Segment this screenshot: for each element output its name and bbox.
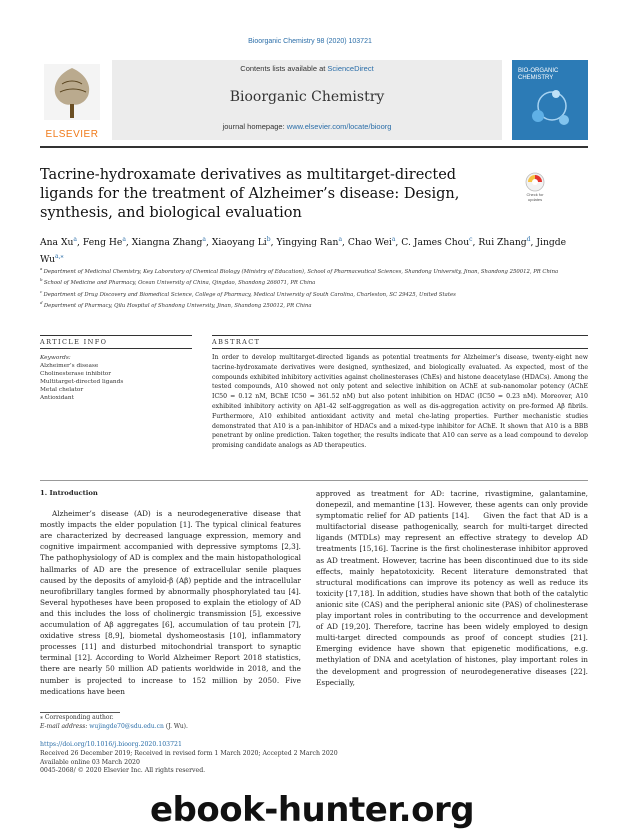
author-affiliation-mark: a	[338, 236, 343, 243]
email-suffix: (J. Wu).	[163, 722, 188, 730]
keyword: Metal chelator	[40, 387, 84, 393]
journal-info-box	[112, 60, 502, 140]
contents-prefix: Contents lists available at	[240, 64, 328, 73]
tree-logo-icon	[40, 60, 104, 124]
author-name[interactable]: Jingde Wu	[40, 237, 567, 266]
author-affiliation-mark: a	[391, 236, 396, 243]
author-list: Ana Xu$^a$, Feng He$^a$, Xiangna Zhang$^a$, Xiaoyang Li$^b$, Yingying Ran$^a$, Chao Wei$^a$, C. James Chou$^c$, Rui Zhang$^d$, Jingde $Wu^{a,⁎}$	[40, 236, 567, 266]
section-heading: 1. Introduction	[40, 489, 98, 497]
footnote	[40, 714, 340, 731]
affiliation-mark: c	[40, 288, 44, 294]
article-info-rule-2	[40, 348, 192, 349]
author-affiliation-mark: a	[122, 236, 126, 243]
received-dates: Received 26 December 2019; Received in revised form 1 March 2020; Accepted 2 March 2020	[40, 749, 338, 757]
keyword: Cholinesterase inhibitor	[40, 371, 112, 377]
abstract-text: In order to develop multitarget-directed ligands as potential treatments for Alzheimer’s disease, twenty-eight new tacrine-hydroxamate derivatives were designed, synthesized, and biologically evaluated. As expected, most of the compounds exhibited inhibitory activities against cholinesterases (ChEs) and histone deacetylase (HDACs). Among the tested compounds, A10 showed not only potent and selective inhibition on AChE at sub-nanomolar potency (AChE IC50 = 0.12 nM, BChE IC50 = 361.52 nM) but also potent inhibition on HDAC (IC50 = 0.23 nM). Moreover, A10 exhibited inhibitory activity on Aβ1-42 self-aggregation as well as dis-aggregation activity on pre-formed Aβ fibrils. Furthermore, A10 exhibited antioxidant activity and metal che-lating properties. Further mechanistic studies demonstrated that A10 is a pan-inhibitor of HDACs and a mixed-type inhibitor for AChE. It shown that A10 is a BBB penetrant by online prediction. Taken together, the results indicate that A10 can serve as a lead compound to develop promising candidate analogs as AD therapeutics.	[212, 354, 588, 450]
author-name[interactable]: Yingying Ran	[276, 237, 339, 249]
affiliation-mark: d	[40, 300, 44, 306]
online-date: Available online 03 March 2020	[40, 758, 140, 766]
header-rule	[40, 146, 588, 148]
journal-title: Bioorganic Chemistry	[229, 89, 385, 105]
copyright: 0045-2068/ © 2020 Elsevier Inc. All rights reserved.	[40, 767, 206, 775]
intro-paragraph-right: approved as treatment for AD: tacrine, rivastigmine, galantamine, donepezil, and memantine [13]. However, these agents can only provide symptomatic relief for AD patients [14]. Given the fact that AD is a multifactorial disease pathogenically, search for multi-target directed ligands (MTDLs) may represent an effective strategy to develop AD treatments [15,16]. Tacrine is the first cholinesterase inhibitor approved as AD treatment. However, tacrine has been discontinued due to its side effects, mainly hepatotoxicity. Recent literature demonstrated that structural modifications can improve its potency as well as reduce its toxicity [17,18]. In addition, studies have shown that both of the catalytic anionic site (CAS) and the peripheral anionic site (PAS) of cholinesterase play important roles in contributing to the occurrence and development of AD [19,20]. Therefore, tacrine has been widely employed to design multi-target directed compounds as proof of concept studies [21]. Emerging evidence have shown that epigenetic modifications, e.g. methylation of DNA and acetylation of histones, play important roles in the development and progression of neurodegenerative diseases [22]. Especially,	[316, 489, 588, 687]
email-line	[40, 723, 340, 732]
author-affiliation-mark: c	[469, 236, 473, 243]
author-name[interactable]: Xiangna Zhang	[131, 237, 203, 249]
author-affiliation-mark: a,⁎	[55, 253, 64, 261]
check-for-updates-icon	[520, 172, 550, 192]
doi-link[interactable]: https://doi.org/10.1016/j.bioorg.2020.103721	[40, 741, 182, 748]
journal-homepage	[112, 122, 502, 131]
author-name[interactable]: Chao Wei	[347, 237, 392, 249]
footnote-rule	[40, 712, 120, 713]
keyword: Antioxidant	[40, 395, 74, 401]
keywords-block	[40, 354, 190, 402]
molecule-icon	[512, 60, 588, 140]
abstract-label: ABSTRACT	[212, 338, 261, 346]
author-affiliation-mark: a	[202, 236, 206, 243]
affiliation-text: Department of Drug Discovery and Biomedical Science, College of Pharmacy, Medical University of South Carolina, Charleston, SC 29425, United States	[43, 291, 456, 298]
journal-reference[interactable]: Bioorganic Chemistry 98 (2020) 103721	[248, 38, 372, 45]
author-name[interactable]: C. James Chou	[401, 237, 470, 249]
author-affiliation-mark: b	[266, 236, 271, 243]
email-label: E-mail address:	[40, 722, 90, 730]
journal-cover[interactable]	[512, 60, 588, 140]
affiliation	[40, 276, 588, 287]
homepage-link[interactable]: www.elsevier.com/locate/bioorg	[286, 122, 392, 131]
homepage-prefix: journal homepage:	[222, 122, 287, 131]
journal-banner	[40, 60, 588, 140]
abstract-bottom-rule	[40, 480, 588, 481]
affiliation-text: Department of Medicinal Chemistry, Key Laboratory of Chemical Biology (Ministry of Education), School of Pharmaceutical Sciences, Shandong University, Jinan, Shandong 250012, PR China	[43, 268, 559, 275]
affiliation-mark: b	[40, 277, 44, 283]
publisher-name: ELSEVIER	[45, 129, 99, 140]
intro-paragraph-left: Alzheimer’s disease (AD) is a neurodegenerative disease that mostly impacts the elder population [1]. The typical clinical features are characterized by decreased language expression, memory and cognitive impairment accompanied with depressive symptoms [2,3]. The pathophysiology of AD is complex and the main histopathological hallmarks of AD are the presence of extracellular senile plaques caused by the deposits of amyloid-β (Aβ) peptide and the intracellular neurofibrillary tangles formed by abnormally phosphorylated tau [4]. Several hypotheses have been proposed to explain the etiology of AD and this includes the loss of cholinergic transmission [5], excessive accumulation of Aβ aggregates [6], accumulation of tau protein [7], oxidative stress [8,9], biometal dyshomeostasis [10], inflammatory processes [11] and disturbed mitochondrial transport to synaptic terminal [12]. According to World Alzheimer Report 2018 statistics, there are nearly 50 million AD patients worldwide in 2018, and the number is projected to increase to 152 million by 2050. Five medications have been	[40, 509, 301, 696]
article-info-rule	[40, 335, 192, 336]
author-name[interactable]: Feng He	[82, 237, 123, 249]
affiliation	[40, 299, 588, 310]
check-label: Check for updates	[526, 192, 544, 202]
article-info-label: ARTICLE INFO	[40, 338, 108, 346]
keyword-list	[40, 362, 190, 402]
watermark: ebook-hunter.org	[150, 790, 475, 830]
corresponding-note: ⁎ Corresponding author.	[40, 714, 114, 721]
affiliation	[40, 265, 588, 276]
article-title: Tacrine-hydroxamate derivatives as multitarget-directed ligands for the treatment of Alzheimer’s disease: Design, synthesis, and biological evaluation	[40, 167, 460, 221]
affiliation-text: School of Medicine and Pharmacy, Ocean University of China, Qingdao, Shandong 266071, PR China	[43, 280, 316, 287]
author-name[interactable]: Xiaoyang Li	[211, 237, 267, 249]
keywords-label: Keywords:	[40, 355, 71, 361]
email-link[interactable]: wujingde70@sdu.edu.cn	[89, 722, 164, 730]
author-affiliation-mark: a	[73, 236, 77, 243]
affiliation	[40, 288, 588, 299]
affiliations	[40, 265, 588, 310]
affiliation-text: Department of Pharmacy, Qilu Hospital of Shandong University, Jinan, Shandong 250012, PR China	[43, 302, 312, 309]
cover-title: BIO-ORGANIC CHEMISTRY	[518, 68, 559, 81]
author-affiliation-mark: d	[526, 236, 531, 243]
publication-info	[40, 741, 370, 776]
affiliation-mark: a	[40, 266, 44, 271]
check-for-updates-badge[interactable]	[520, 172, 550, 206]
body-column-right	[316, 488, 588, 688]
elsevier-logo[interactable]	[40, 60, 104, 140]
contents-line	[112, 64, 502, 73]
author-name[interactable]: Ana Xu	[40, 237, 74, 249]
author-name[interactable]: Rui Zhang	[478, 237, 527, 249]
keyword: Alzheimer’s disease	[40, 363, 99, 369]
abstract-rule	[212, 335, 588, 336]
sciencedirect-link[interactable]: ScienceDirect	[327, 64, 374, 73]
body-column-left	[40, 488, 301, 697]
abstract-rule-2	[212, 348, 588, 349]
keyword: Multitarget-directed ligands	[40, 379, 124, 385]
